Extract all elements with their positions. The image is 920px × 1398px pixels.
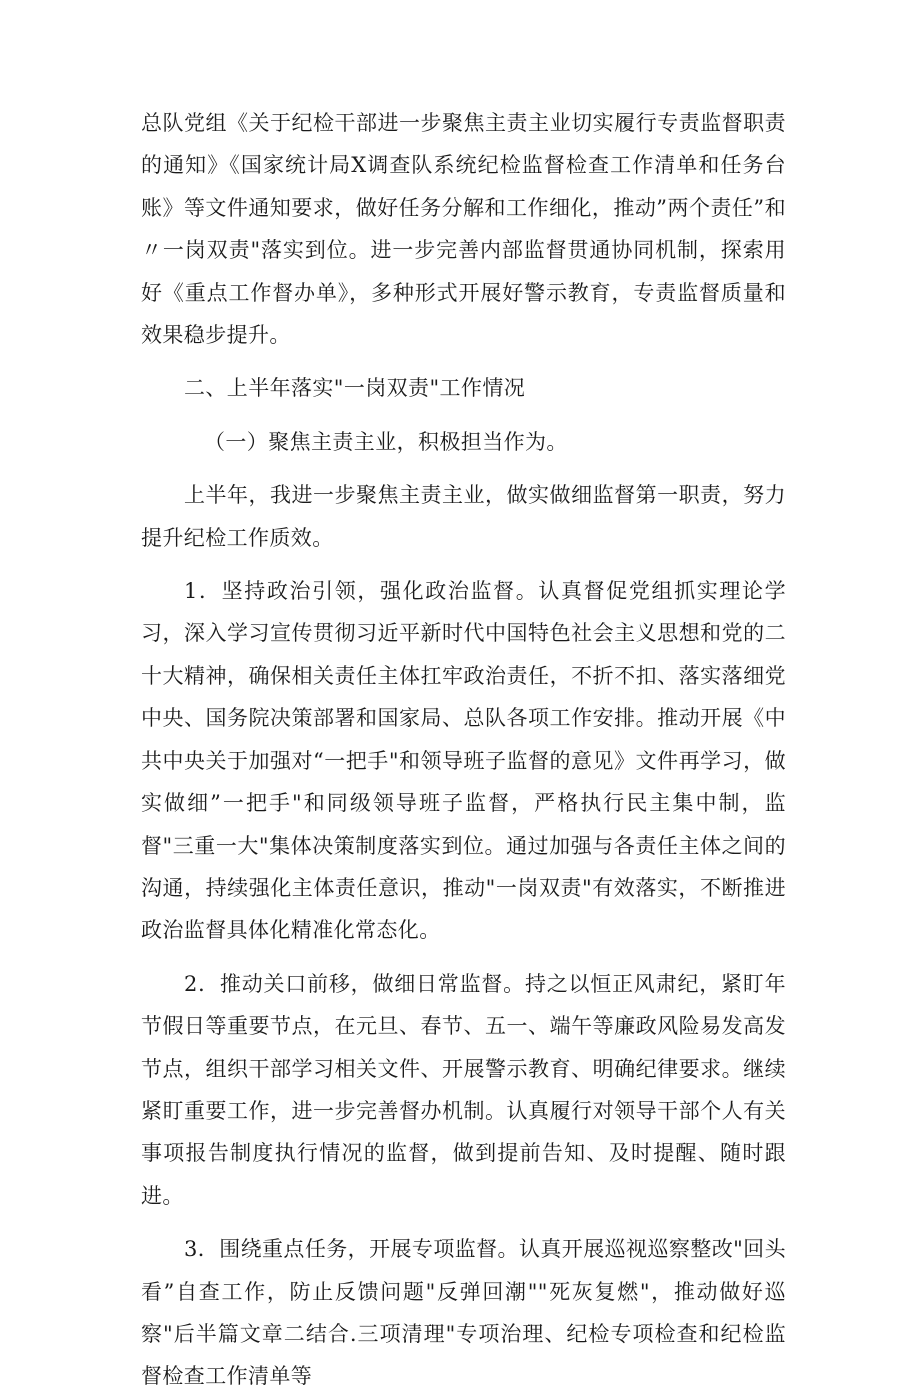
paragraph-item-2: 2．推动关口前移，做细日常监督。持之以恒正风肃纪，紧盯年节假日等重要节点，在元旦、春节、五一、端午等廉政风险易发高发节点，组织干部学习相关文件、开展警示教育、明确纪律要求。继续紧盯重要工作，进一步完善督办机制。认真履行对领导干部个人有关事项报告制度执行情况的监督，做到提前告知、及时提醒、随时跟进。 xyxy=(141,971,786,1208)
paragraph-continuation: 总队党组《关于纪检干部进一步聚焦主责主业切实履行专责监督职责的通知》《国家统计局X调查队系统纪检监督检查工作清单和任务台账》等文件通知要求，做好任务分解和工作细化，推动”两个责任”和〃一岗双责"落实到位。进一步完善内部监督贯通协同机制，探索用好《重点工作督办单》，多种形式开展好警示教育，专责监督质量和效果稳步提升。 xyxy=(141,111,786,348)
subsection-heading: （一）聚焦主责主业，积极担当作为。 xyxy=(204,429,568,454)
document-page xyxy=(141,102,786,1398)
paragraph-item-3: 3．围绕重点任务，开展专项监督。认真开展巡视巡察整改"回头看”自查工作，防止反馈问题"反弹回潮""死灰复燃"，推动做好巡察"后半篇文章二结合.三项清理"专项治理、纪检专项检查和纪检监督检查工作清单等 xyxy=(141,1237,786,1389)
paragraph-item-1: 1．坚持政治引领，强化政治监督。认真督促党组抓实理论学习，深入学习宣传贯彻习近平新时代中国特色社会主义思想和党的二十大精神，确保相关责任主体扛牢政治责任，不折不扣、落实落细党中央、国务院决策部署和国家局、总队各项工作安排。推动开展《中共中央关于加强对“一把手"和领导班子监督的意见》文件再学习，做实做细”一把手"和同级领导班子监督，严格执行民主集中制，监督"三重一大"集体决策制度落实到位。通过加强与各责任主体之间的沟通，持续强化主体责任意识，推动"一岗双责"有效落实，不断推进政治监督具体化精准化常态化。 xyxy=(141,579,786,943)
section-heading: 二、上半年落实"一岗双责"工作情况 xyxy=(184,376,526,401)
paragraph-intro: 上半年，我进一步聚焦主责主业，做实做细监督第一职责，努力提升纪检工作质效。 xyxy=(141,483,786,550)
